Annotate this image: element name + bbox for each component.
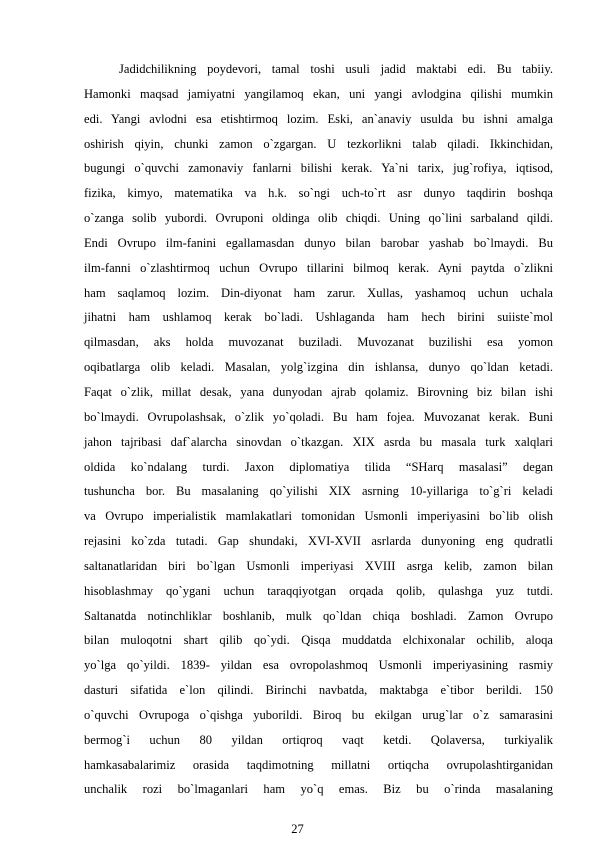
text-line: bilan muloqotni shart qilib qo`ydi. Qisqa muddatda elchixonalar ochilib, aloqa	[84, 633, 553, 648]
text-line: jahon tajribasi daf`alarcha sinovdan o`tkazgan. XIX asrda bu masala turk xalqlari	[84, 434, 553, 449]
text-line: rejasini ko`zda tutadi. Gap shundaki, XVI-XVII asrlarda dunyoning eng qudratli	[84, 534, 553, 549]
text-line: bugungi o`quvchi zamonaviy fanlarni bilishi kerak. Ya`ni tarix, jug`rofiya, iqtisod,	[84, 161, 553, 176]
text-line: jihatni ham ushlamoq kerak bo`ladi. Ushlaganda ham hech birini suiiste`mol	[84, 310, 553, 325]
text-line: Hamonki maqsad jamiyatni yangilamoq ekan, uni yangi avlodgina qilishi mumkin	[84, 86, 553, 101]
text-line: Endi Ovrupo ilm-fanini egallamasdan dunyo bilan barobar yashab bo`lmaydi. Bu	[84, 235, 553, 250]
text-line: va Ovrupo imperialistik mamlakatlari tomonidan Usmonli imperiyasini bo`lib olish	[84, 509, 553, 524]
text-line: bo`lmaydi. Ovrupolashsak, o`zlik yo`qoladi. Bu ham fojea. Muvozanat kerak. Buni	[84, 409, 553, 424]
text-line: ilm-fanni o`zlashtirmoq uchun Ovrupo tillarini bilmoq kerak. Ayni paytda o`zlikni	[84, 260, 553, 275]
text-line: oqibatlarga olib keladi. Masalan, yolg`izgina din ishlansa, dunyo qo`ldan ketadi.	[84, 360, 553, 375]
text-line: hamkasabalarimiz orasida taqdimotning millatni ortiqcha ovrupolashtirganidan	[84, 757, 553, 772]
text-line: Saltanatda notinchliklar boshlanib, mulk qo`ldan chiqa boshladi. Zamon Ovrupo	[84, 608, 553, 623]
text-line: edi. Yangi avlodni esa etishtirmoq lozim. Eski, an`anaviy usulda bu ishni amalga	[84, 111, 553, 126]
text-line: dasturi sifatida e`lon qilindi. Birinchi navbatda, maktabga e`tibor berildi. 150	[84, 683, 553, 698]
page-number: 27	[291, 822, 304, 836]
body-text	[84, 57, 553, 802]
text-line: yo`lga qo`yildi. 1839- yildan esa ovropolashmoq Usmonli imperiyasining rasmiy	[84, 658, 553, 673]
text-line: unchalik rozi bo`lmaganlari ham yo`q emas. Biz bu o`rinda masalaning	[84, 782, 553, 797]
text-line: oshirish qiyin, chunki zamon o`zgargan. U tezkorlikni talab qiladi. Ikkinchidan,	[84, 136, 553, 151]
text-line: saltanatlaridan biri bo`lgan Usmonli imperiyasi XVIII asrga kelib, zamon bilan	[84, 558, 553, 573]
text-line: o`quvchi Ovrupoga o`qishga yuborildi. Biroq bu ekilgan urug`lar o`z samarasini	[84, 707, 553, 722]
text-line: bermog`i uchun 80 yildan ortiqroq vaqt ketdi. Qolaversa, turkiyalik	[84, 732, 553, 747]
text-line: fizika, kimyo, matematika va h.k. so`ngi uch-to`rt asr dunyo taqdirin boshqa	[84, 186, 553, 201]
text-line: ham saqlamoq lozim. Din-diyonat ham zarur. Xullas, yashamoq uchun uchala	[84, 285, 553, 300]
text-line: Jadidchilikning poydevori, tamal toshi usuli jadid maktabi edi. Bu tabiiy.	[119, 62, 553, 76]
text-line: hisoblashmay qo`ygani uchun taraqqiyotgan orqada qolib, qulashga yuz tutdi.	[84, 583, 553, 598]
text-line: oldida ko`ndalang turdi. Jaxon diplomatiya tilida “SHarq masalasi” degan	[84, 459, 553, 474]
text-line: o`zanga solib yubordi. Ovruponi oldinga olib chiqdi. Uning qo`lini sarbaland qildi.	[84, 211, 553, 226]
text-line: tushuncha bor. Bu masalaning qo`yilishi XIX asrning 10-yillariga to`g`ri keladi	[84, 484, 553, 499]
text-line: qilmasdan, aks holda muvozanat buziladi. Muvozanat buzilishi esa yomon	[84, 335, 553, 350]
text-line: Faqat o`zlik, millat desak, yana dunyodan ajrab qolamiz. Birovning biz bilan ishi	[84, 384, 553, 399]
